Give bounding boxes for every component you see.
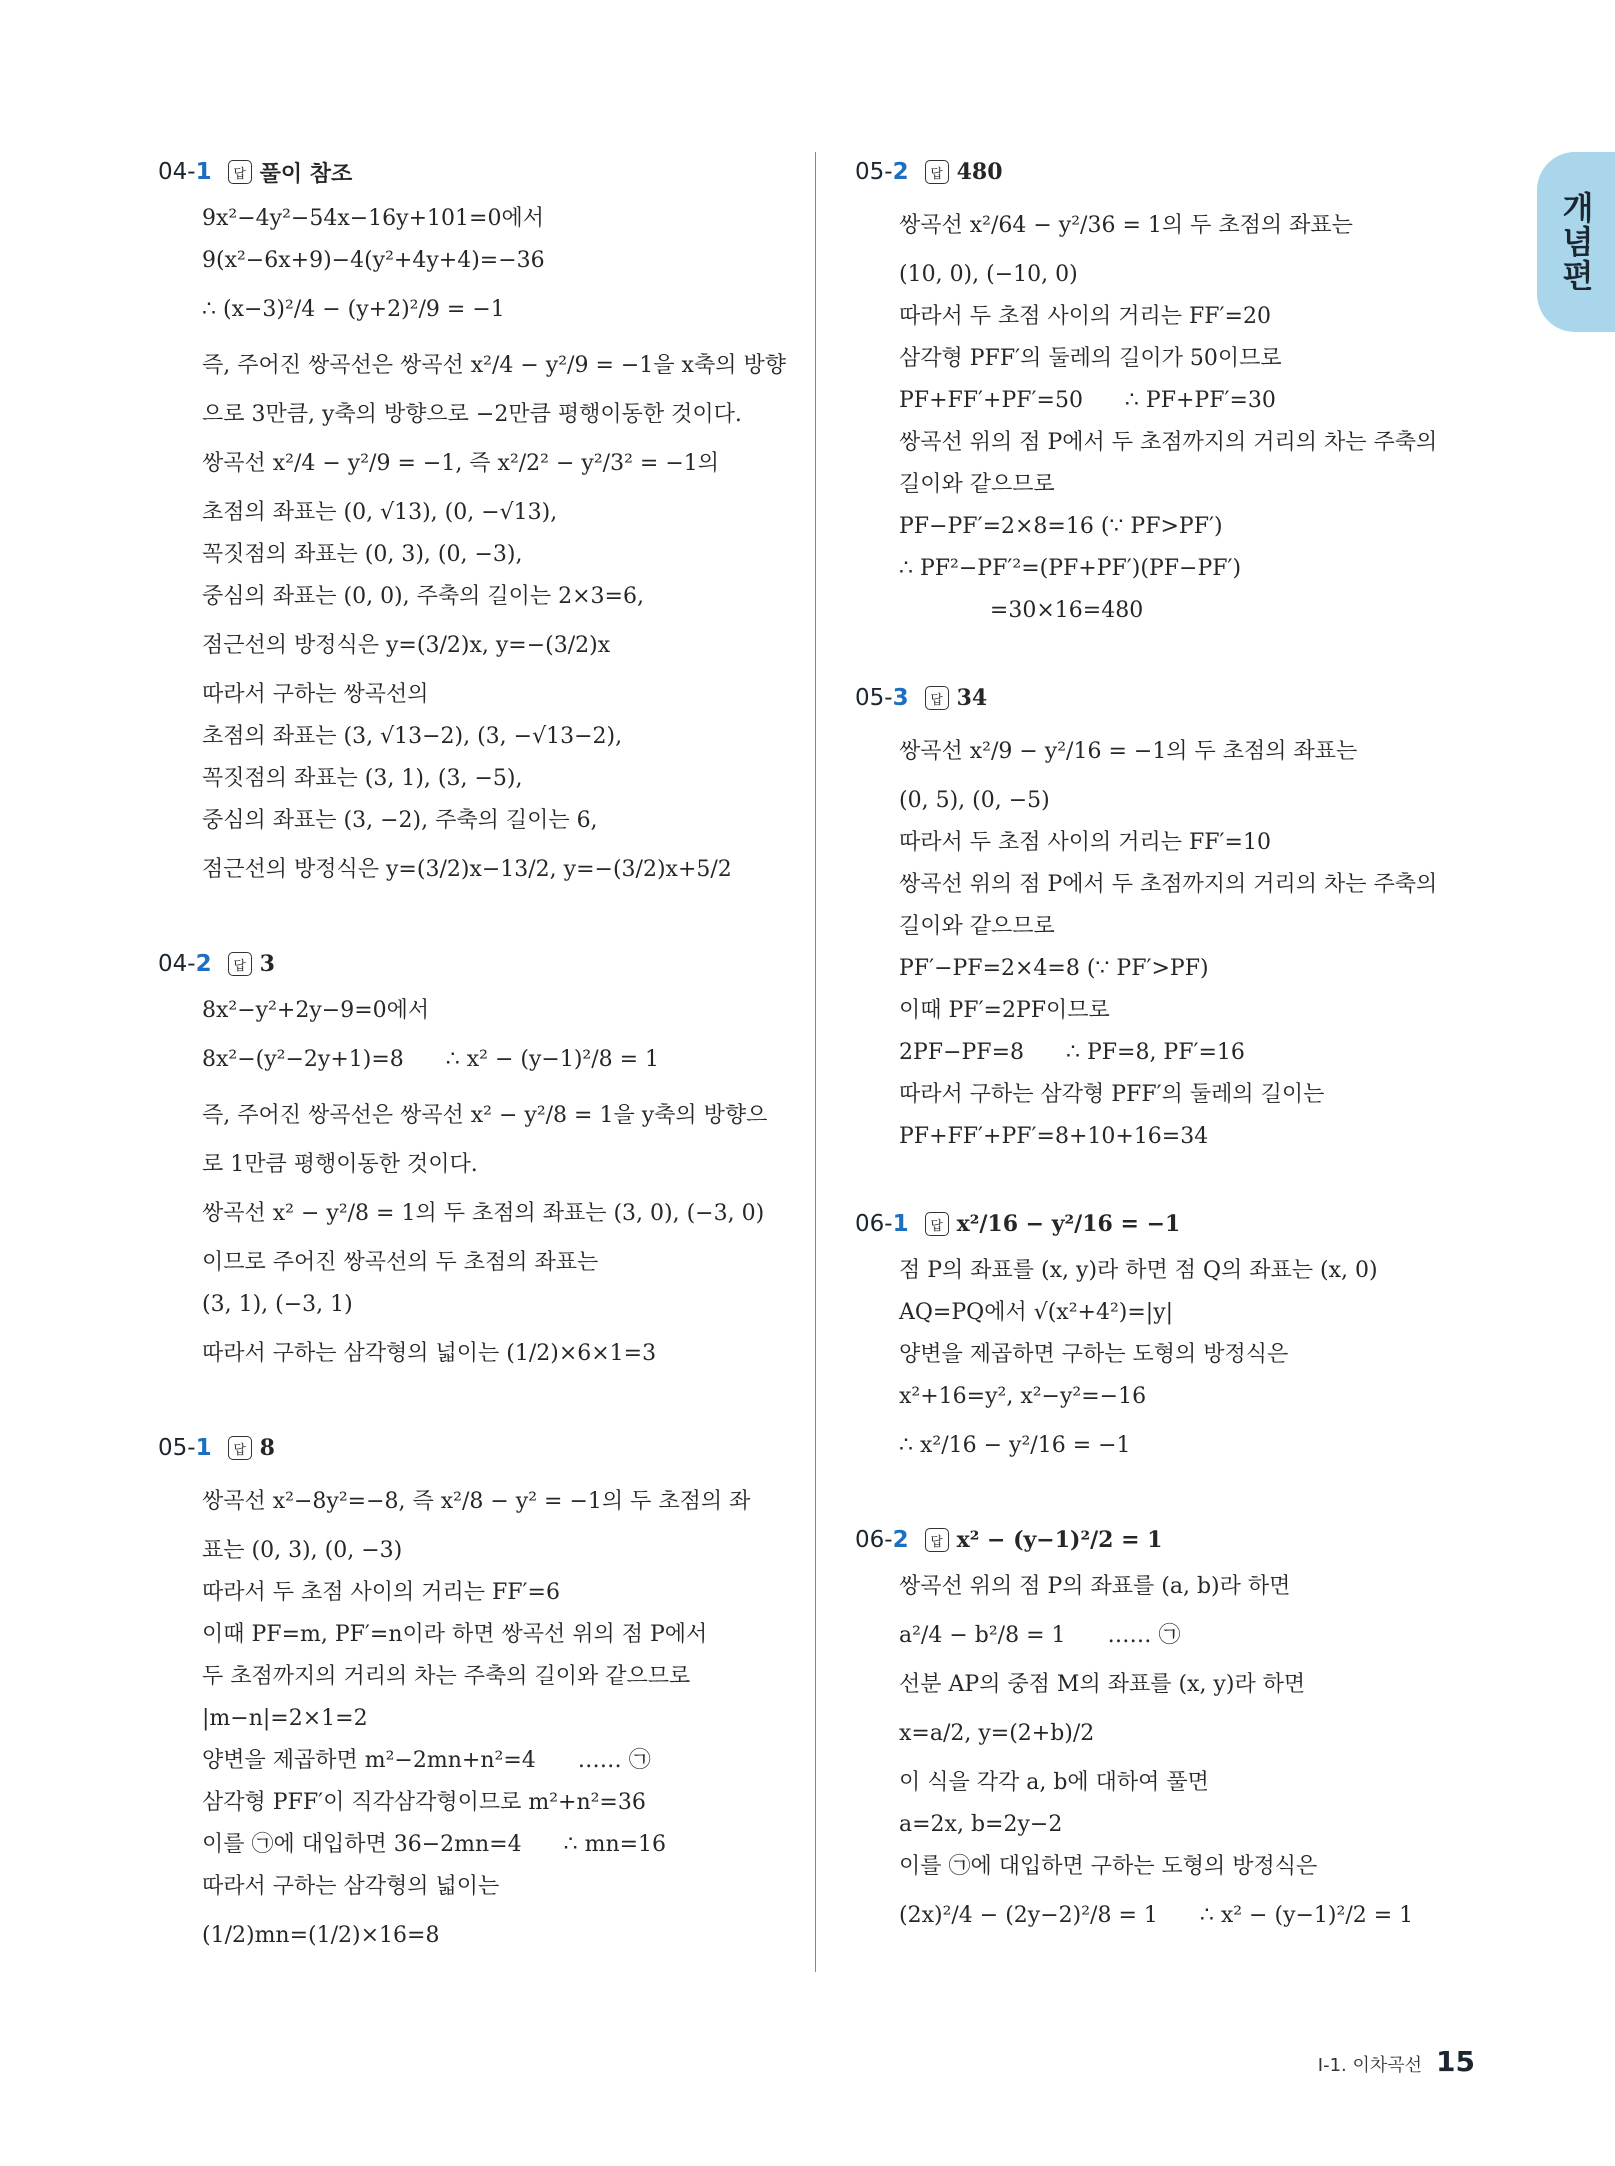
answer-value: 34 (956, 685, 988, 711)
solution-body (855, 1566, 1495, 1944)
answer-icon: 답 (925, 1212, 949, 1236)
problem-block (855, 150, 1495, 632)
solution-line: 2PF−PF=8 ∴ PF=8, PF′=16 (899, 1040, 1245, 1066)
solution-line: (1/2)mn=(1/2)×16=8 (202, 1923, 440, 1949)
solution-line: 즉, 주어진 쌍곡선은 쌍곡선 x² − y²/8 = 1을 y축의 방향으 (202, 1103, 768, 1129)
problem-header (855, 150, 1495, 194)
problem-block (855, 676, 1495, 1158)
answer-icon: 답 (925, 686, 949, 710)
solution-line: 쌍곡선 위의 점 P의 좌표를 (a, b)라 하면 (899, 1574, 1291, 1600)
solution-line: 8x²−y²+2y−9=0에서 (202, 998, 430, 1024)
problem-number-index: 1 (195, 1435, 212, 1461)
solution-line: 9x²−4y²−54x−16y+101=0에서 (202, 206, 544, 232)
solution-line: 따라서 구하는 삼각형의 넓이는 (1/2)×6×1=3 (202, 1341, 657, 1367)
solution-line: 양변을 제곱하면 m²−2mn+n²=4 …… ㉠ (202, 1748, 651, 1774)
solution-line: 으로 3만큼, y축의 방향으로 −2만큼 평행이동한 것이다. (202, 402, 742, 428)
answer-value: x² − (y−1)²/2 = 1 (956, 1527, 1163, 1553)
solution-line: 삼각형 PFF′의 둘레의 길이가 50이므로 (899, 346, 1282, 372)
problem-number-index: 1 (195, 159, 212, 185)
answer-icon: 답 (925, 1528, 949, 1552)
solution-line: 쌍곡선 x² − y²/8 = 1의 두 초점의 좌표는 (3, 0), (−3, 0) (202, 1201, 765, 1227)
solution-line: 점 P의 좌표를 (x, y)라 하면 점 Q의 좌표는 (x, 0) (899, 1258, 1378, 1284)
problem-number-prefix: 06- (855, 1527, 893, 1553)
solution-line: (3, 1), (−3, 1) (202, 1292, 353, 1318)
problem-number (855, 159, 909, 185)
problem-number (855, 1211, 909, 1237)
problem-number-prefix: 05- (158, 1435, 196, 1461)
solution-line: 이를 ㉠에 대입하면 구하는 도형의 방정식은 (899, 1854, 1318, 1880)
problem-header (158, 1426, 798, 1470)
problem-block (855, 1518, 1495, 1944)
problem-number-prefix: 05- (855, 685, 893, 711)
left-column (158, 150, 798, 2008)
answer-icon: 답 (228, 952, 252, 976)
solution-line: 삼각형 PFF′이 직각삼각형이므로 m²+n²=36 (202, 1790, 646, 1816)
solution-line: 따라서 구하는 삼각형의 넓이는 (202, 1874, 500, 1900)
solution-line: 쌍곡선 x²/9 − y²/16 = −1의 두 초점의 좌표는 (899, 739, 1358, 765)
solution-line: 따라서 두 초점 사이의 거리는 FF′=6 (202, 1580, 560, 1606)
problem-block (158, 942, 798, 1382)
solution-line: (10, 0), (−10, 0) (899, 262, 1078, 288)
solution-line: PF−PF′=2×8=16 (∵ PF>PF′) (899, 514, 1223, 540)
answer-icon: 답 (228, 160, 252, 184)
answer-value: x²/16 − y²/16 = −1 (956, 1211, 1181, 1237)
answer-icon: 답 (925, 160, 949, 184)
solution-line: 초점의 좌표는 (3, √13−2), (3, −√13−2), (202, 724, 623, 750)
solution-line: 따라서 두 초점 사이의 거리는 FF′=10 (899, 830, 1271, 856)
solution-line: 쌍곡선 위의 점 P에서 두 초점까지의 거리의 차는 주축의 (899, 872, 1438, 898)
problem-number (855, 685, 909, 711)
solution-line: 점근선의 방정식은 y=(3/2)x−13/2, y=−(3/2)x+5/2 (202, 857, 732, 883)
solution-line: 길이와 같으므로 (899, 472, 1055, 498)
solution-line: a=2x, b=2y−2 (899, 1812, 1063, 1838)
solution-line: 양변을 제곱하면 구하는 도형의 방정식은 (899, 1342, 1289, 1368)
solution-line: 표는 (0, 3), (0, −3) (202, 1538, 403, 1564)
page-footer (1318, 2045, 1475, 2078)
solution-line: AQ=PQ에서 √(x²+4²)=|y| (899, 1300, 1174, 1326)
solution-line: 두 초점까지의 거리의 차는 주축의 길이와 같으므로 (202, 1664, 691, 1690)
problem-number-prefix: 04- (158, 159, 196, 185)
problem-block (855, 1202, 1495, 1474)
problem-number-index: 2 (892, 159, 909, 185)
answer-value: 3 (259, 951, 275, 977)
problem-number-index: 1 (892, 1211, 909, 1237)
problem-number (158, 1435, 212, 1461)
solution-line: 따라서 두 초점 사이의 거리는 FF′=20 (899, 304, 1271, 330)
problem-number-prefix: 05- (855, 159, 893, 185)
problem-header (855, 1202, 1495, 1246)
problem-header (855, 676, 1495, 720)
problem-number-index: 3 (892, 685, 909, 711)
solution-line: 이 식을 각각 a, b에 대하여 풀면 (899, 1770, 1209, 1796)
solution-line: 중심의 좌표는 (0, 0), 주축의 길이는 2×3=6, (202, 584, 644, 610)
solution-line: x²+16=y², x²−y²=−16 (899, 1384, 1147, 1410)
solution-line: 9(x²−6x+9)−4(y²+4y+4)=−36 (202, 248, 545, 274)
solution-line: 쌍곡선 위의 점 P에서 두 초점까지의 거리의 차는 주축의 (899, 430, 1438, 456)
solution-line: 이를 ㉠에 대입하면 36−2mn=4 ∴ mn=16 (202, 1832, 667, 1858)
solution-line: 쌍곡선 x²/64 − y²/36 = 1의 두 초점의 좌표는 (899, 213, 1353, 239)
solution-line: 점근선의 방정식은 y=(3/2)x, y=−(3/2)x (202, 633, 611, 659)
problem-block (158, 150, 798, 898)
problem-number (158, 159, 212, 185)
answer-value: 8 (259, 1435, 275, 1461)
solution-line: 꼭짓점의 좌표는 (3, 1), (3, −5), (202, 766, 523, 792)
solution-body (855, 198, 1495, 632)
problem-number (855, 1527, 909, 1553)
solution-line: PF′−PF=2×4=8 (∵ PF′>PF) (899, 956, 1209, 982)
solution-body (158, 198, 798, 898)
solution-line: 쌍곡선 x²/4 − y²/9 = −1, 즉 x²/2² − y²/3² = −1의 (202, 451, 719, 477)
solution-line: 꼭짓점의 좌표는 (0, 3), (0, −3), (202, 542, 523, 568)
solution-line: a²/4 − b²/8 = 1 …… ㉠ (899, 1623, 1181, 1649)
solution-line: 8x²−(y²−2y+1)=8 ∴ x² − (y−1)²/8 = 1 (202, 1047, 660, 1073)
solution-line: 선분 AP의 중점 M의 좌표를 (x, y)라 하면 (899, 1672, 1306, 1698)
solution-line: ∴ PF²−PF′²=(PF+PF′)(PF−PF′) (899, 556, 1242, 582)
column-divider (815, 152, 816, 1972)
problem-number-prefix: 04- (158, 951, 196, 977)
solution-line: 길이와 같으므로 (899, 914, 1055, 940)
solution-line: 중심의 좌표는 (3, −2), 주축의 길이는 6, (202, 808, 598, 834)
solution-line: |m−n|=2×1=2 (202, 1706, 368, 1732)
answer-value: 풀이 참조 (259, 161, 353, 187)
solution-line: PF+FF′+PF′=50 ∴ PF+PF′=30 (899, 388, 1276, 414)
problem-number-prefix: 06- (855, 1211, 893, 1237)
solution-line: 즉, 주어진 쌍곡선은 쌍곡선 x²/4 − y²/9 = −1을 x축의 방향 (202, 353, 786, 379)
solution-line: 초점의 좌표는 (0, √13), (0, −√13), (202, 500, 558, 526)
solution-line: 따라서 구하는 삼각형 PFF′의 둘레의 길이는 (899, 1082, 1325, 1108)
problem-number (158, 951, 212, 977)
chapter-tab (1537, 152, 1615, 332)
answer-icon: 답 (228, 1436, 252, 1460)
solution-line: x=a/2, y=(2+b)/2 (899, 1721, 1095, 1747)
problem-header (158, 942, 798, 986)
solution-line: =30×16=480 (899, 598, 1144, 624)
solution-line: 이때 PF′=2PF이므로 (899, 998, 1110, 1024)
solution-body (158, 1474, 798, 1964)
solution-line: ∴ x²/16 − y²/16 = −1 (899, 1433, 1131, 1459)
solution-line: 쌍곡선 x²−8y²=−8, 즉 x²/8 − y² = −1의 두 초점의 좌 (202, 1489, 751, 1515)
problem-header (855, 1518, 1495, 1562)
problem-header (158, 150, 798, 194)
page-number: 15 (1436, 2045, 1475, 2078)
problem-number-index: 2 (195, 951, 212, 977)
solution-body (855, 724, 1495, 1158)
solution-body (158, 990, 798, 1382)
problem-block (158, 1426, 798, 1964)
answer-value: 480 (956, 159, 1003, 185)
solution-line: 로 1만큼 평행이동한 것이다. (202, 1152, 478, 1178)
chapter-name: Ⅰ-1. 이차곡선 (1317, 2055, 1423, 2076)
right-column (855, 150, 1495, 1988)
solution-body (855, 1250, 1495, 1474)
solution-line: (2x)²/4 − (2y−2)²/8 = 1 ∴ x² − (y−1)²/2 = 1 (899, 1903, 1414, 1929)
solution-line: 따라서 구하는 쌍곡선의 (202, 682, 429, 708)
problem-number-index: 2 (892, 1527, 909, 1553)
solution-line: ∴ (x−3)²/4 − (y+2)²/9 = −1 (202, 297, 505, 323)
chapter-tab-label: 개념편 (1557, 191, 1595, 293)
solution-line: PF+FF′+PF′=8+10+16=34 (899, 1124, 1209, 1150)
solution-line: 이므로 주어진 쌍곡선의 두 초점의 좌표는 (202, 1250, 599, 1276)
solution-line: 이때 PF=m, PF′=n이라 하면 쌍곡선 위의 점 P에서 (202, 1622, 708, 1648)
solution-line: (0, 5), (0, −5) (899, 788, 1050, 814)
